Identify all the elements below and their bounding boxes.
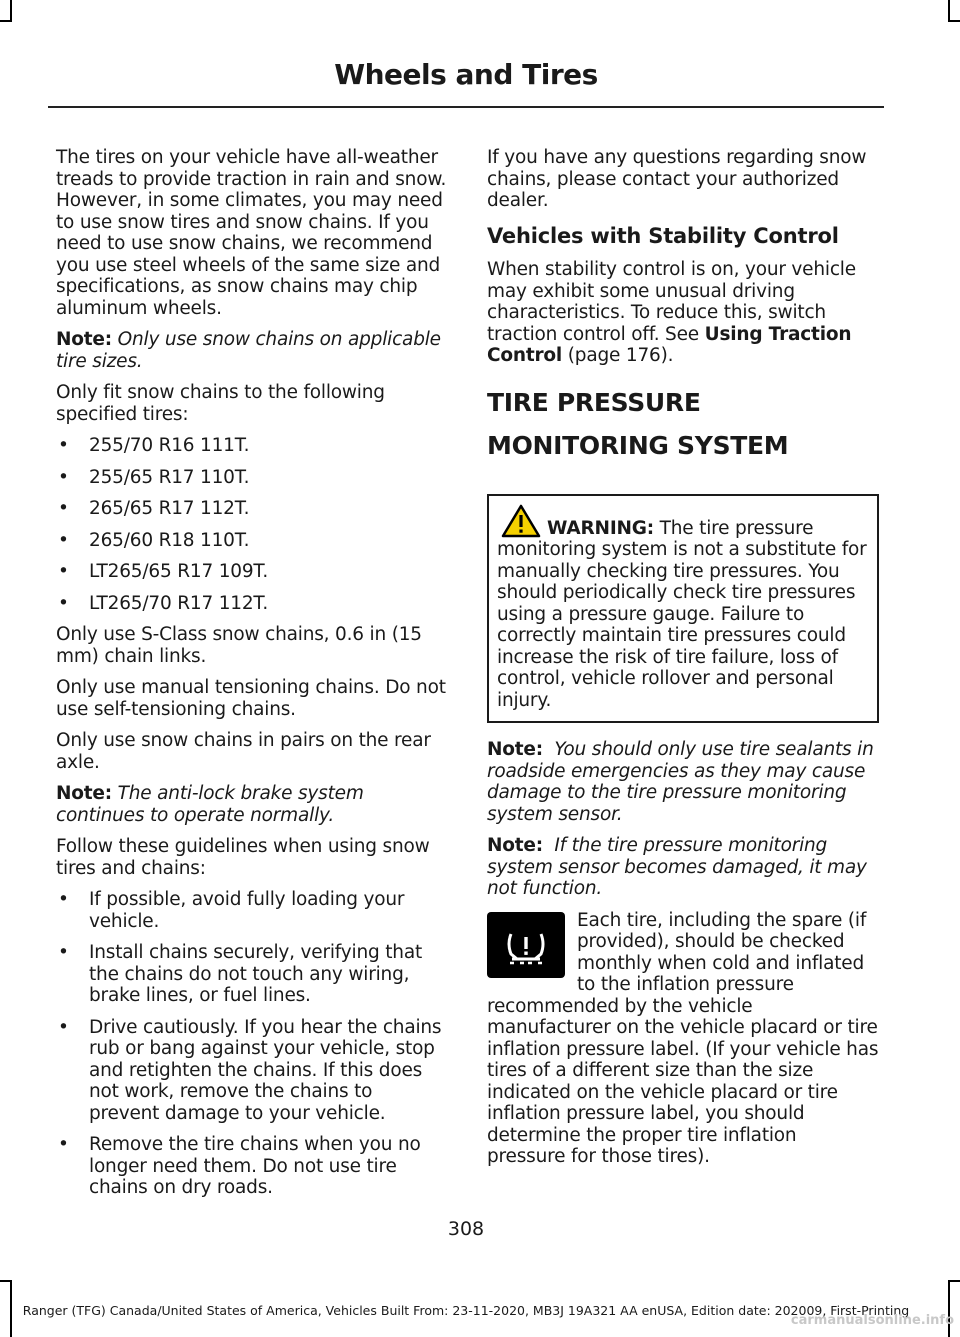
- crop-mark: [0, 1280, 12, 1282]
- note-applicable-sizes: [56, 329, 448, 372]
- tire-size: LT265/65 R17 109T.: [89, 561, 268, 582]
- pairs-paragraph: Only use snow chains in pairs on the rear axle.: [56, 730, 431, 773]
- tire-size: LT265/70 R17 112T.: [89, 592, 268, 614]
- guideline-text: If possible, avoid fully loading your vehicle.: [89, 889, 405, 932]
- list-item: [56, 889, 448, 932]
- warning-label: WARNING:: [547, 517, 654, 539]
- crop-mark: [948, 1280, 950, 1337]
- tire-size: 255/70 R16 111T.: [89, 435, 250, 456]
- intro-paragraph: The tires on your vehicle have all-weather treads to provide traction in rain and snow. However, in some climates, you may need to use snow tires and snow chains. If you need to use snow chains, we recommend you use steel wheels of the same size and specifications, as snow chains may chip aluminum wheels.: [56, 147, 447, 319]
- left-column: [56, 147, 448, 1209]
- crop-mark: [948, 1280, 960, 1282]
- bullet: •: [58, 529, 69, 551]
- page-title: Wheels and Tires: [334, 58, 598, 91]
- watermark: carmanualsonline.info: [790, 1313, 954, 1328]
- bullet: •: [58, 435, 69, 456]
- guideline-text: Install chains securely, verifying that the chains do not touch any wiring, brake lines, or fuel lines.: [89, 942, 423, 1006]
- stability-heading: Vehicles with Stability Control: [487, 223, 839, 248]
- list-item: [56, 561, 448, 583]
- header-divider: [48, 106, 884, 108]
- tire-pressure-icon: [487, 912, 565, 978]
- note-label: Note:: [487, 835, 543, 856]
- s-class-paragraph: Only use S-Class snow chains, 0.6 in (15 mm) chain links.: [56, 624, 422, 667]
- fit-intro: Only fit snow chains to the following specified tires:: [56, 382, 385, 425]
- note-text: You should only use tire sealants in roadside emergencies as they may cause damage to the tire pressure monitoring system sensor.: [487, 739, 874, 825]
- page-reference: (page 176).: [567, 345, 674, 366]
- note-text: The anti-lock brake system continues to operate normally.: [56, 783, 364, 826]
- bullet: •: [58, 498, 69, 519]
- stability-paragraph: [487, 259, 879, 367]
- note-text: Only use snow chains on applicable tire sizes.: [56, 329, 441, 372]
- bullet: •: [58, 592, 69, 614]
- bullet: •: [58, 1134, 69, 1155]
- tire-size: 265/60 R18 110T.: [89, 529, 250, 551]
- questions-paragraph: If you have any questions regarding snow chains, please contact your authorized dealer.: [487, 147, 867, 211]
- footer-edition-info: Ranger (TFG) Canada/United States of America, Vehicles Built From: 23-11-2020, MB3J 19A321 AA enUSA, Edition date: 202009, First-Printing: [22, 1303, 910, 1318]
- page-number: 308: [447, 1218, 485, 1240]
- note-sensor-damage: [487, 835, 879, 900]
- guidelines-list: [56, 889, 448, 1199]
- crop-mark: [10, 0, 12, 22]
- list-item: [56, 498, 448, 520]
- note-label: Note:: [487, 739, 543, 760]
- tpms-paragraph: [487, 910, 879, 1168]
- guideline-text: Remove the tire chains when you no longer need them. Do not use tire chains on dry roads.: [89, 1134, 421, 1198]
- tpms-text: Each tire, including the spare (if provided), should be checked monthly when cold and inflated to the inflation pressure recommended by the vehicle manufacturer on the vehicle placard or tire inflation pressure label. (If your vehicle has tires of a different size than the size indicated on the vehicle placard or tire inflation pressure label, you should determine the proper tire inflation pressure for those tires).: [487, 909, 879, 1167]
- crop-mark: [948, 0, 950, 22]
- bullet: •: [58, 1016, 69, 1038]
- manual-tensioning-paragraph: Only use manual tensioning chains. Do not use self-tensioning chains.: [56, 677, 446, 720]
- list-item: [56, 1017, 448, 1125]
- list-item: [56, 942, 448, 1007]
- note-text: If the tire pressure monitoring system sensor becomes damaged, it may not function.: [487, 835, 867, 899]
- bullet: •: [58, 942, 69, 963]
- note-sealants: [487, 739, 879, 825]
- list-item: [56, 1134, 448, 1199]
- warning-text: The tire pressure monitoring system is not a substitute for manually checking tire pressures. You should periodically check tire pressures using a pressure gauge. Failure to correctly maintain tire pressures could increase the risk of tire failure, loss of control, vehicle rollover and personal injury.: [497, 517, 867, 711]
- bullet: •: [58, 561, 69, 582]
- guideline-text: Drive cautiously. If you hear the chains rub or bang against your vehicle, stop and retighten the chains. If this does not work, remove the chains to prevent damage to your vehicle.: [89, 1016, 442, 1124]
- crop-mark: [948, 20, 960, 22]
- crop-mark: [0, 20, 12, 22]
- guidelines-intro: Follow these guidelines when using snow tires and chains:: [56, 836, 430, 879]
- warning-box: [487, 494, 879, 724]
- list-item: [56, 530, 448, 552]
- list-item: [56, 593, 448, 615]
- right-column: [487, 147, 879, 1168]
- tpms-heading: TIRE PRESSURE MONITORING SYSTEM: [487, 387, 789, 460]
- tpms-warning-icon: [487, 912, 565, 978]
- note-abs: [56, 783, 448, 826]
- tire-size: 255/65 R17 110T.: [89, 466, 250, 488]
- note-label: Note:: [56, 783, 112, 804]
- bullet: •: [58, 889, 69, 910]
- list-item: [56, 435, 448, 457]
- traction-control-reference[interactable]: Using Traction Control: [487, 323, 852, 366]
- note-label: Note:: [56, 329, 112, 350]
- tire-size-list: [56, 435, 448, 614]
- bullet: •: [58, 466, 69, 488]
- tire-size: 265/65 R17 112T.: [89, 498, 250, 519]
- warning-triangle-icon: [501, 504, 541, 538]
- stability-text: When stability control is on, your vehicle may exhibit some unusual driving characteristics. To reduce this, switch traction control off. See: [487, 259, 856, 345]
- list-item: [56, 467, 448, 489]
